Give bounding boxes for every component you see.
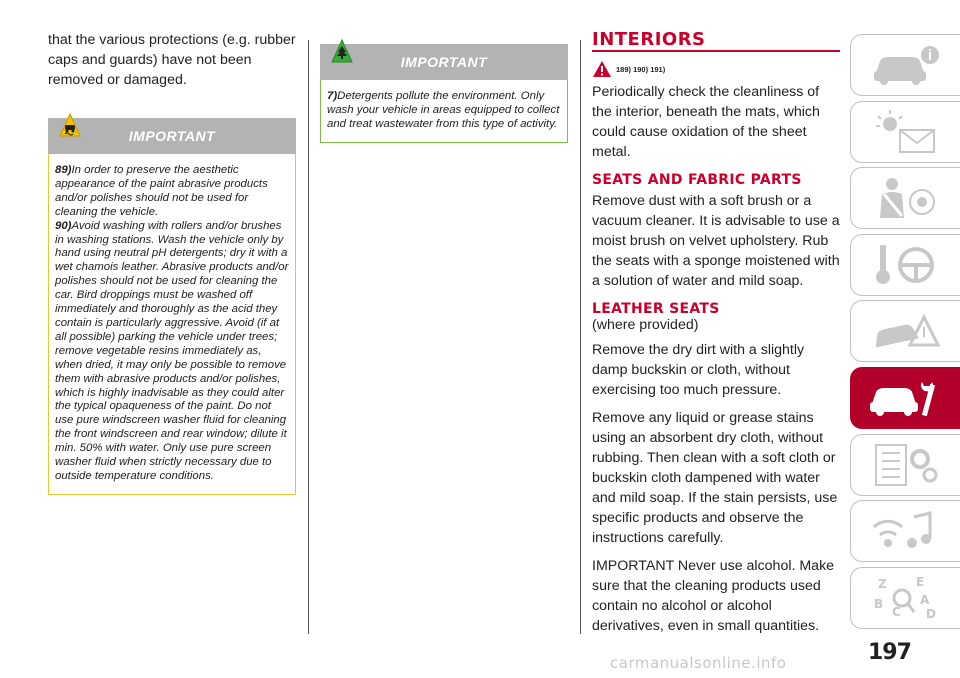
tab-starting-driving[interactable] xyxy=(850,234,960,296)
column-divider-1 xyxy=(308,40,309,634)
svg-text:B: B xyxy=(873,596,883,611)
leather-paragraph-2: Remove any liquid or grease stains using an absorbent dry cloth, without rubbing. Then clean with a soft cloth or buckskin cloth dampened with water and mild soap. If the stain persists, use specific products and observe the instructions carefully. xyxy=(592,410,838,546)
signal-music-icon xyxy=(866,507,946,555)
tab-multimedia[interactable] xyxy=(850,500,960,562)
interiors-paragraph: Periodically check the cleanliness of the interior, beneath the mats, which could cause oxidation of the sheet metal. xyxy=(592,84,820,160)
svg-text:C: C xyxy=(891,604,901,619)
note-89 xyxy=(55,164,289,220)
tab-instrument-panel[interactable] xyxy=(850,101,960,163)
note-text-90: Avoid washing with rollers and/or brushes in washing stations. Wash the vehicle only by hand using neutral pH detergents; dry it with a wet chamois leather. Abrasive products and/or polishes should not be used for cleaning the car. Bird droppings must be washed off immediately and thoroughly as the acid they contain is particularly aggressive. Avoid (if at all possible) parking the vehicle under trees; remove vegetable resins immediately as, when dried, it may only be possible to remove them with abrasive products and/or polishes, which is highly inadvisable as they could alter the typical opaqueness of the paint. Do not use pure windscreen washer fluid for cleaning the front windscreen and rear window; dilute it min. 50% with water. Only use pure screen washer fluid when strictly necessary due to outside temperature conditions. xyxy=(55,219,289,482)
svg-text:A: A xyxy=(919,592,929,607)
tab-technical-data[interactable] xyxy=(850,434,960,496)
breakdown-warning-icon xyxy=(866,307,946,355)
page-number: 197 xyxy=(868,640,911,665)
important-header-environment xyxy=(320,44,568,80)
important-box-environment xyxy=(320,80,568,143)
leather-paragraph-1: Remove the dry dirt with a slightly damp buckskin or cloth, without exercising too much pressure. xyxy=(592,342,805,398)
svg-text:E: E xyxy=(915,574,924,589)
watermark: carmanualsonline.info xyxy=(610,654,787,672)
heading-interiors: INTERIORS xyxy=(592,30,840,52)
tab-index[interactable] xyxy=(850,567,960,629)
note-7 xyxy=(327,90,561,132)
note-ref-90: 90) xyxy=(55,219,72,232)
note-90 xyxy=(55,220,289,484)
environment-tree-icon xyxy=(330,38,354,68)
intro-paragraph: that the various protections (e.g. rubber caps and guards) have not been removed or damaged. xyxy=(48,32,296,88)
heading-leather-seats: LEATHER SEATS xyxy=(592,301,720,317)
warning-triangle-icon xyxy=(592,60,612,78)
note-text-89: In order to preserve the aesthetic appearance of the paint abrasive products and/or polishes should not be used for cleaning the vehicle. xyxy=(55,164,268,218)
car-wrench-icon xyxy=(866,374,946,422)
leather-note: (where provided) xyxy=(592,317,699,333)
note-ref-7: 7) xyxy=(327,90,338,102)
column-left xyxy=(48,30,296,495)
document-gears-icon xyxy=(866,441,946,489)
svg-text:Z: Z xyxy=(877,576,887,591)
column-right xyxy=(592,30,840,644)
tab-maintenance[interactable] xyxy=(850,367,960,429)
column-middle xyxy=(320,30,568,143)
important-title: IMPORTANT xyxy=(400,54,488,70)
important-box-warning xyxy=(48,154,296,495)
note-ref-89: 89) xyxy=(55,164,72,176)
warning-light-envelope-icon xyxy=(866,108,946,156)
leather-paragraph-3: IMPORTANT Never use alcohol. Make sure that the cleaning products used contain no alcohol or alcohol derivatives, even in small quantities. xyxy=(592,558,835,634)
column-divider-2 xyxy=(580,40,581,634)
seats-paragraph: Remove dust with a soft brush or a vacuum cleaner. It is advisable to use a moist brush on velvet upholstery. Rub the seats with a sponge moistened with a solution of water and mild soap. xyxy=(592,193,840,289)
tab-safety[interactable] xyxy=(850,167,960,229)
key-steering-wheel-icon xyxy=(866,241,946,289)
car-info-icon xyxy=(866,41,946,89)
chapter-tabs xyxy=(850,34,960,633)
svg-text:D: D xyxy=(925,606,936,621)
warning-references xyxy=(592,60,840,78)
tab-knowing-car[interactable] xyxy=(850,34,960,96)
seatbelt-airbag-icon xyxy=(866,174,946,222)
warning-refs-text: 189) 190) 191) xyxy=(616,64,666,74)
heading-seats-fabric: SEATS AND FABRIC PARTS xyxy=(592,172,802,188)
note-text-7: Detergents pollute the environment. Only wash your vehicle in areas equipped to collect and treat wastewater from this type of activity. xyxy=(327,90,560,130)
important-header-warning xyxy=(48,118,296,154)
alphabet-search-icon xyxy=(866,574,946,622)
important-title: IMPORTANT xyxy=(128,128,216,144)
tab-emergency[interactable] xyxy=(850,300,960,362)
warning-skid-icon xyxy=(58,112,82,142)
